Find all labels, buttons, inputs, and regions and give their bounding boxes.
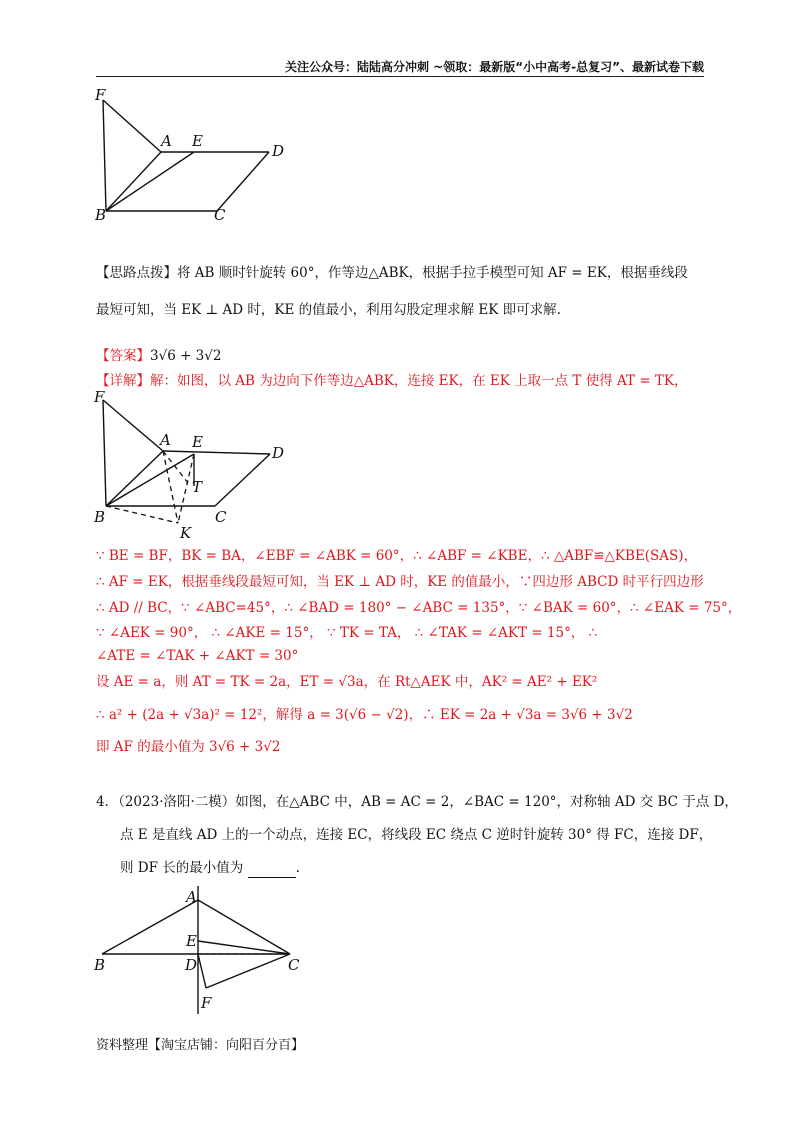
problem-4-line-2: 点 E 是直线 AD 上的一个动点，连接 EC，将线段 EC 绕点 C 逆时针旋转 30° 得 FC，连接 DF， — [120, 827, 713, 843]
problem-4-line-1: 4．（2023·洛阳·二模）如图，在△ABC 中，AB = AC = 2，∠BAC = 120°，对称轴 AD 交 BC 于点 D， — [96, 794, 738, 810]
solution-line-6: 设 AE = a，则 AT = TK = 2a，ET = √3a，在 Rt△AEK 中，AK² = AE² + EK² — [96, 674, 598, 690]
page-header: 关注公众号：陆陆高分冲刺 ~领取：最新版“小中高考-总复习”、最新试卷下载 — [285, 60, 704, 74]
label-B: B — [94, 508, 106, 526]
label-E: E — [186, 932, 197, 950]
label-E: E — [192, 132, 203, 150]
label-C: C — [288, 956, 300, 974]
label-A: A — [186, 888, 197, 906]
figure-3 — [90, 884, 310, 1020]
label-D: D — [272, 142, 285, 160]
label-D: D — [185, 956, 198, 974]
label-F: F — [201, 994, 212, 1012]
header-rule — [96, 76, 704, 77]
solution-line-2: ∴ AF = EK，根据垂线段最短可知，当 EK ⊥ AD 时，KE 的值最小，∵四边形 ABCD 时平行四边形 — [96, 574, 704, 590]
problem-4-line-3 — [120, 858, 300, 878]
label-E: E — [192, 433, 203, 451]
answer — [96, 346, 221, 366]
solution-line-5: ∠ATE = ∠TAK + ∠AKT = 30° — [96, 648, 299, 664]
label-C: C — [214, 206, 226, 224]
figure-2 — [90, 388, 300, 540]
hint-line-1: 【思路点拨】将 AB 顺时针旋转 60°，作等边△ABK，根据手拉手模型可知 AF = EK，根据垂线段 — [96, 265, 688, 281]
page-footer: 资料整理【淘宝店铺：向阳百分百】 — [96, 1038, 305, 1053]
problem-4-question: 则 DF 长的最小值为 — [120, 860, 244, 876]
label-T: T — [192, 478, 203, 496]
problem-4-end: . — [295, 860, 300, 876]
figure-1 — [90, 86, 300, 226]
label-K: K — [180, 524, 192, 540]
answer-blank — [248, 863, 296, 878]
answer-label: 【答案】 — [96, 348, 150, 364]
label-F: F — [95, 86, 106, 104]
solution-line-3: ∴ AD // BC，∵ ∠ABC=45°，∴ ∠BAD = 180° − ∠ABC = 135°，∵ ∠BAK = 60°，∴ ∠EAK = 75°， — [96, 600, 742, 616]
hint-line-2: 最短可知，当 EK ⊥ AD 时，KE 的值最小，利用勾股定理求解 EK 即可求解. — [96, 302, 561, 318]
solution-line-4: ∵ ∠AEK = 90°， ∴ ∠AKE = 15°， ∵ TK = TA， ∴ ∠TAK = ∠AKT = 15°， ∴ — [96, 625, 598, 641]
label-A: A — [161, 132, 172, 150]
label-C: C — [215, 508, 227, 526]
label-D: D — [272, 444, 285, 462]
label-F: F — [94, 388, 105, 406]
solution-line-8: 即 AF 的最小值为 3√6 + 3√2 — [96, 739, 281, 755]
detail-line-1: 【详解】解：如图，以 AB 为边向下作等边△ABK，连接 EK，在 EK 上取一点 T 使得 AT = TK， — [96, 373, 688, 389]
label-B: B — [95, 206, 107, 224]
label-B: B — [94, 956, 106, 974]
solution-line-1: ∵ BE = BF，BK = BA，∠EBF = ∠ABK = 60°，∴ ∠ABF = ∠KBE，∴ △ABF≌△KBE(SAS)， — [96, 548, 698, 564]
solution-line-7: ∴ a² + (2a + √3a)² = 12²，解得 a = 3(√6 − √2)，∴ EK = 2a + √3a = 3√6 + 3√2 — [96, 707, 633, 723]
label-A: A — [160, 431, 171, 449]
answer-value: 3√6 + 3√2 — [150, 348, 222, 364]
